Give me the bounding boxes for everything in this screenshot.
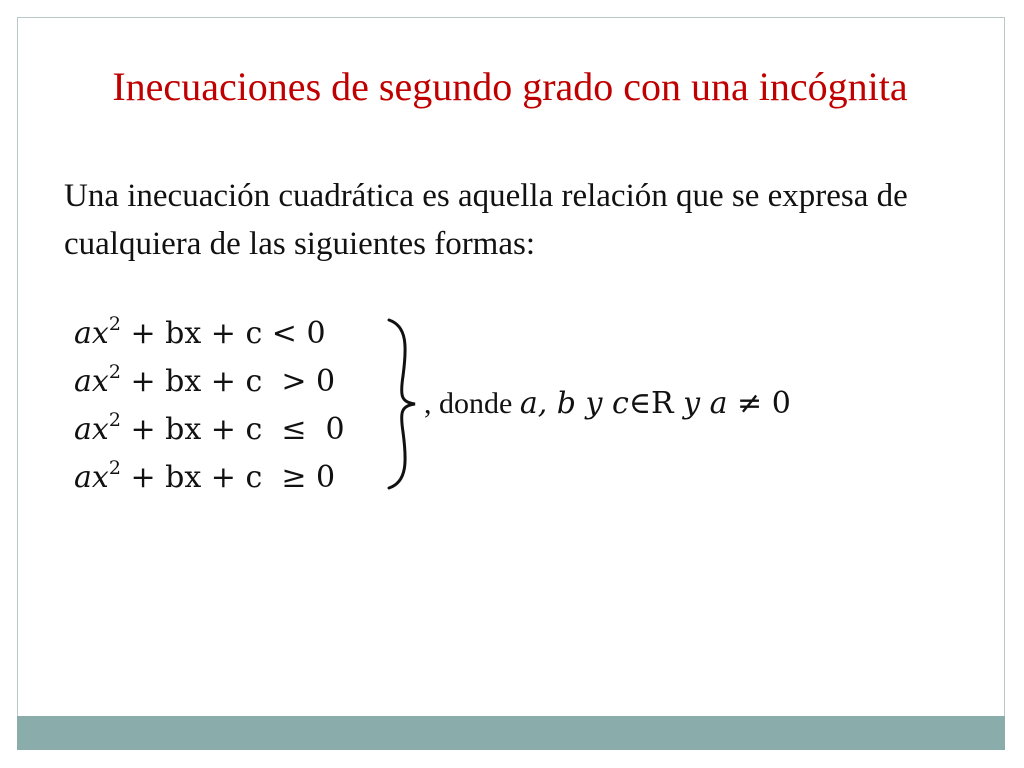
inequality-less-than: $ax^2$ + bx + c < 0 [74, 313, 326, 351]
right-brace [385, 316, 421, 492]
footer-band [17, 716, 1005, 750]
condition-text: , donde a, b y c∈R y a ≠ 0 [424, 386, 791, 421]
inequality-greater-than: $ax^2$ + bx + c > 0 [74, 361, 336, 399]
intro-text: Una inecuación cuadrática es aquella relación que se expresa de cualquiera de las siguientes formas: [64, 178, 908, 262]
inequality-less-equal: $ax^2$ + bx + c ≤ 0 [74, 409, 345, 447]
inequality-greater-equal: $ax^2$ + bx + c ≥ 0 [74, 457, 336, 495]
slide-title: Inecuaciones de segundo grado con una incógnita [112, 64, 908, 109]
